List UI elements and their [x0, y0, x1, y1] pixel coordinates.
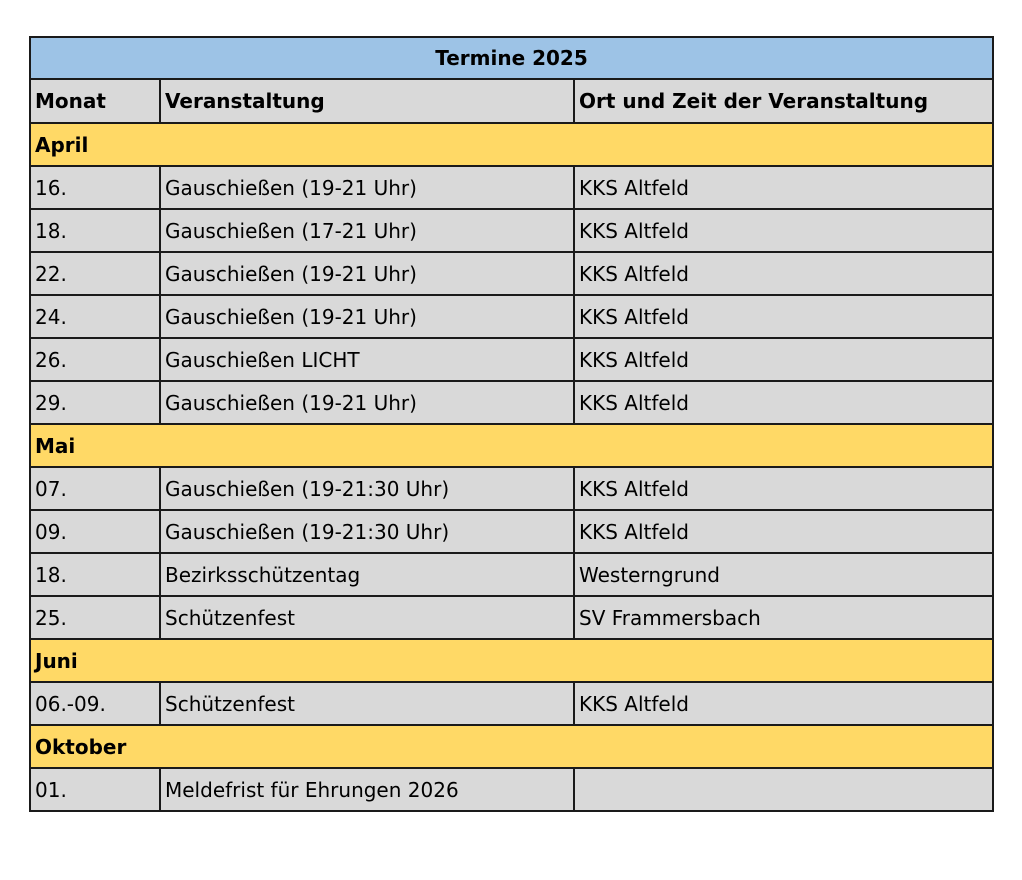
event-name-cell: Gauschießen (17-21 Uhr) [160, 209, 574, 252]
event-day-cell: 18. [30, 553, 160, 596]
header-ort: Ort und Zeit der Veranstaltung [574, 79, 993, 123]
event-name-cell: Gauschießen (19-21 Uhr) [160, 295, 574, 338]
table-row [30, 295, 993, 338]
event-place-cell: KKS Altfeld [574, 510, 993, 553]
table-row [30, 338, 993, 381]
event-day-cell: 18. [30, 209, 160, 252]
event-place-cell: KKS Altfeld [574, 209, 993, 252]
event-place-cell: KKS Altfeld [574, 338, 993, 381]
event-day-cell: 22. [30, 252, 160, 295]
event-name-cell: Gauschießen LICHT [160, 338, 574, 381]
month-label: Juni [30, 639, 993, 682]
event-day-cell: 29. [30, 381, 160, 424]
event-place-cell: KKS Altfeld [574, 381, 993, 424]
table-row [30, 768, 993, 811]
event-place-cell: KKS Altfeld [574, 467, 993, 510]
events-table-body [30, 37, 993, 811]
event-day-cell: 07. [30, 467, 160, 510]
event-day-cell: 06.-09. [30, 682, 160, 725]
event-name-cell: Schützenfest [160, 596, 574, 639]
month-label: Mai [30, 424, 993, 467]
table-row [30, 510, 993, 553]
event-name-cell: Gauschießen (19-21:30 Uhr) [160, 510, 574, 553]
event-day-cell: 01. [30, 768, 160, 811]
table-row [30, 682, 993, 725]
header-monat: Monat [30, 79, 160, 123]
event-day-cell: 09. [30, 510, 160, 553]
event-place-cell: KKS Altfeld [574, 682, 993, 725]
table-row [30, 596, 993, 639]
month-row [30, 424, 993, 467]
events-table [29, 36, 994, 812]
event-name-cell: Gauschießen (19-21 Uhr) [160, 381, 574, 424]
event-day-cell: 16. [30, 166, 160, 209]
header-veranstaltung: Veranstaltung [160, 79, 574, 123]
event-name-cell: Gauschießen (19-21 Uhr) [160, 252, 574, 295]
event-place-cell: KKS Altfeld [574, 295, 993, 338]
table-row [30, 209, 993, 252]
table-row [30, 467, 993, 510]
table-title-row [30, 37, 993, 79]
event-name-cell: Gauschießen (19-21:30 Uhr) [160, 467, 574, 510]
table-title: Termine 2025 [30, 37, 993, 79]
event-name-cell: Bezirksschützentag [160, 553, 574, 596]
month-row [30, 725, 993, 768]
month-label: April [30, 123, 993, 166]
month-label: Oktober [30, 725, 993, 768]
event-name-cell: Meldefrist für Ehrungen 2026 [160, 768, 574, 811]
month-row [30, 639, 993, 682]
event-place-cell: SV Frammersbach [574, 596, 993, 639]
event-name-cell: Gauschießen (19-21 Uhr) [160, 166, 574, 209]
event-place-cell [574, 768, 993, 811]
table-row [30, 166, 993, 209]
event-name-cell: Schützenfest [160, 682, 574, 725]
table-row [30, 252, 993, 295]
table-row [30, 381, 993, 424]
event-place-cell: KKS Altfeld [574, 166, 993, 209]
event-day-cell: 24. [30, 295, 160, 338]
event-day-cell: 26. [30, 338, 160, 381]
event-place-cell: KKS Altfeld [574, 252, 993, 295]
month-row [30, 123, 993, 166]
table-header-row [30, 79, 993, 123]
event-day-cell: 25. [30, 596, 160, 639]
event-place-cell: Westerngrund [574, 553, 993, 596]
table-row [30, 553, 993, 596]
